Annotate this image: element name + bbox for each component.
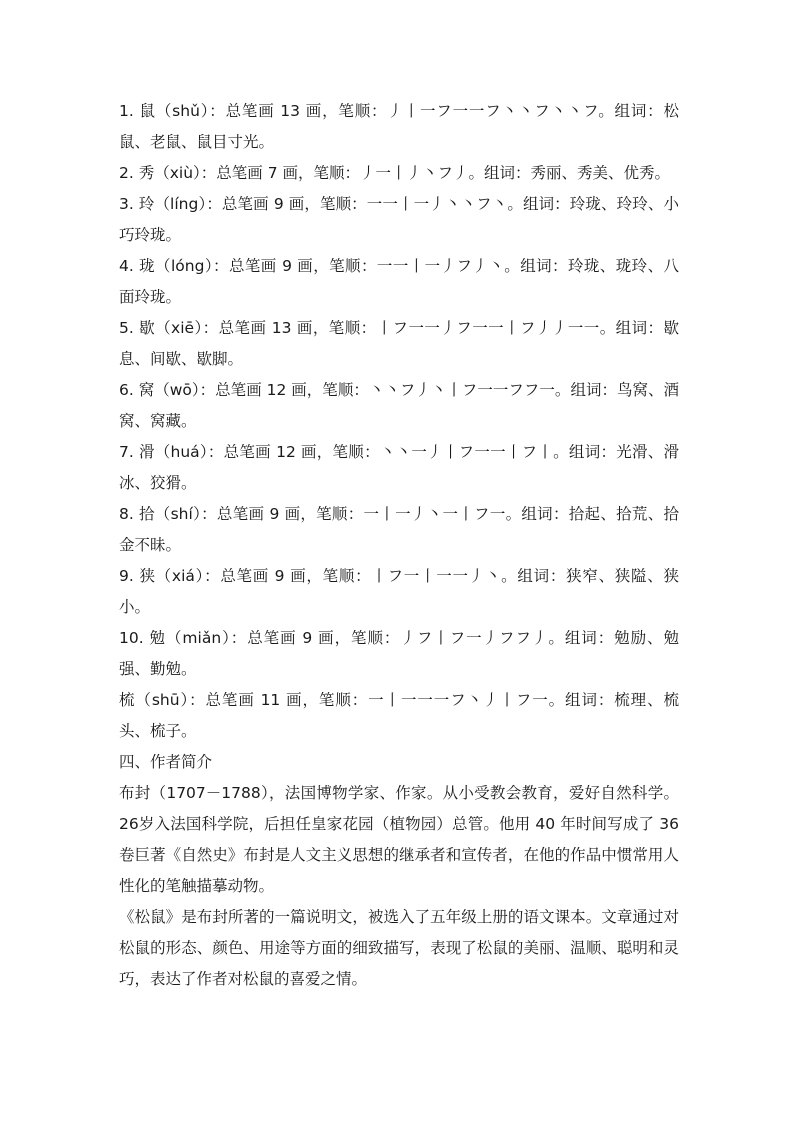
char-entry-xie: 5. 歇（xiē）：总笔画 13 画，笔顺：丨フ一一丿フ一一丨フ丿丿一一。组词：歇息、间歇、歇脚。 — [119, 319, 679, 368]
char-entry-shi: 8. 拾（shí）：总笔画 9 画，笔顺：一丨一丿丶一丨フ一。组词：拾起、拾荒、拾金不昧。 — [119, 505, 679, 554]
section-heading: 四、作者简介 — [119, 753, 213, 771]
author-paragraph: 布封（1707－1788），法国博物学家、作家。从小受教会教育，爱好自然科学。26岁入法国科学院，后担任皇家花园（植物园）总管。他用 40 年时间写成了 36卷巨著《自然史》布封是人文主义思想的继承者和宣传者，在他的作品中惯常用人性化的笔触描摹动物。 — [119, 784, 679, 895]
char-entry-shu: 1. 鼠（shǔ）：总笔画 13 画，笔顺：丿丨一フ一一フ丶丶フ丶丶フ。组词：松鼠、老鼠、鼠目寸光。 — [119, 102, 679, 151]
char-entry-mian: 10. 勉（miǎn）：总笔画 9 画，笔顺：丿フ丨フ一丿フフ丿。组词：勉励、勉强、勤勉。 — [119, 629, 679, 678]
char-entry-xiu: 2. 秀（xiù）：总笔画 7 画，笔顺：丿一丨丿丶フ丿。组词：秀丽、秀美、优秀。 — [119, 164, 670, 182]
char-entry-shu-comb: 梳（shū）：总笔画 11 画，笔顺：一丨一一一フ丶丿丨フ一。组词：梳理、梳头、梳子。 — [119, 691, 679, 740]
char-entry-xia: 9. 狭（xiá）：总笔画 9 画，笔顺：丨フ一丨一一丿丶。组词：狭窄、狭隘、狭小。 — [119, 567, 679, 616]
text-intro-paragraph: 《松鼠》是布封所著的一篇说明文，被选入了五年级上册的语文课本。文章通过对松鼠的形态、颜色、用途等方面的细致描写，表现了松鼠的美丽、温顺、聪明和灵巧，表达了作者对松鼠的喜爱之情。 — [119, 908, 679, 988]
char-entry-ling: 3. 玲（líng）：总笔画 9 画，笔顺：一一丨一丿丶丶フ丶。组词：玲珑、玲玲、小巧玲珑。 — [119, 195, 679, 244]
document-page — [119, 96, 679, 995]
char-entry-wo: 6. 窝（wō）：总笔画 12 画，笔顺：丶丶フ丿丶丨フ一一フフ一。组词：鸟窝、酒窝、窝藏。 — [119, 381, 679, 430]
char-entry-long: 4. 珑（lóng）：总笔画 9 画，笔顺：一一丨一丿フ丿丶。组词：玲珑、珑玲、八面玲珑。 — [119, 257, 679, 306]
char-entry-hua: 7. 滑（huá）：总笔画 12 画，笔顺：丶丶一丿丨フ一一丨フ丨。组词：光滑、滑冰、狡猾。 — [119, 443, 679, 492]
